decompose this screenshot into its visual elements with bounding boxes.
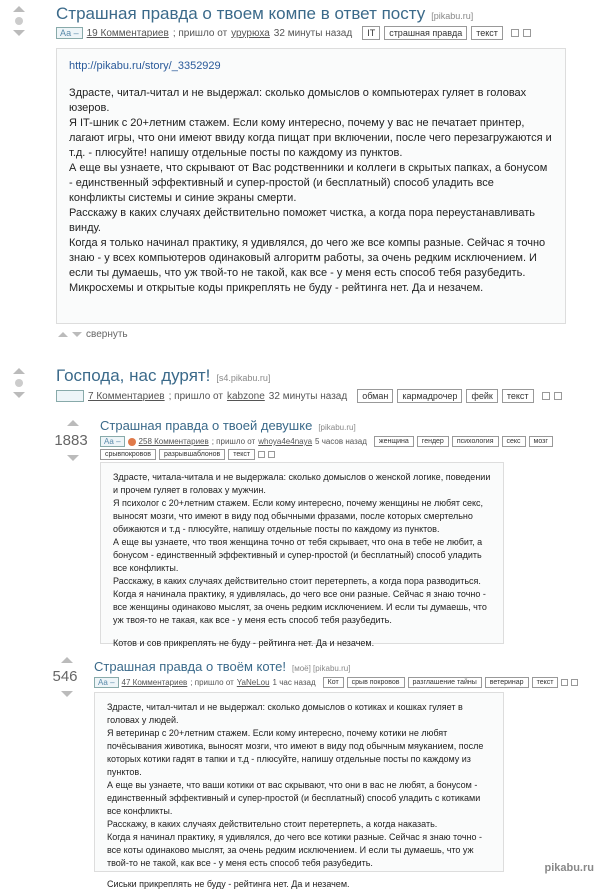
sub2-time: 1 час назад xyxy=(272,678,316,687)
save-icon[interactable] xyxy=(542,392,550,400)
sub1-title-text[interactable]: Страшная правда о твоей девушке xyxy=(100,418,313,433)
sub2-source[interactable]: [моё] [pikabu.ru] xyxy=(291,664,351,673)
tag[interactable]: гендер xyxy=(417,436,449,447)
paragraph: Я ветеринар с 20+летним стажем. Если кому интересно, почему котики не любят почёсывания животика, выносят мозги, что имеют в виду под обычным мяуканием, после которых котики гадят в тапки и т.д - плюсуйте, напишу отдельные посты по каждому из пунктов. xyxy=(107,728,484,777)
tag[interactable]: разрывшаблонов xyxy=(159,449,225,460)
sub2-vote-down xyxy=(56,691,78,697)
tag[interactable]: текст xyxy=(502,389,534,403)
sub1-body xyxy=(100,462,504,648)
collapse-link[interactable]: свернуть xyxy=(86,329,128,340)
paragraph: Я психолог с 20+летним стажем. Если кому интересно, почему женщины не любят секс, выносят мозги, что имеют в виду под обычными фразами, после которых смертельно обижаются и т.д - плюсуйте, напишу отдельные посты по каждому из пунктов. xyxy=(113,498,484,534)
paragraph: Когда я начинал практику, я удивлялся, до чего все котики разные. Сейчас я знаю точно - все коты одинаково мыслят, за очень редким исключением. И если ты думаешь, что уж твой-то не такой, как все - у меня есть способ тебя разубедить. xyxy=(107,832,482,868)
image-icon[interactable] xyxy=(56,390,84,402)
tag[interactable]: кармадрочер xyxy=(397,389,462,403)
downvote-icon[interactable] xyxy=(13,392,25,398)
tag[interactable]: срывпокровов xyxy=(100,449,156,460)
expand-icon[interactable] xyxy=(268,451,275,458)
save-icon[interactable] xyxy=(258,451,265,458)
sub2-author-link[interactable]: YaNeLou xyxy=(236,678,270,687)
paragraph: Котов и сов прикреплять не буду - рейтинга нет. Да и незачем. xyxy=(113,638,375,648)
rating-dot-icon xyxy=(15,17,23,25)
sub2-title[interactable] xyxy=(94,659,350,674)
sub1-comments-link[interactable]: 258 Комментариев xyxy=(138,437,209,446)
tag[interactable]: срыв покровов xyxy=(347,677,405,688)
tag[interactable]: психология xyxy=(452,436,499,447)
post2-source[interactable]: [s4.pikabu.ru] xyxy=(216,373,271,383)
tag[interactable]: фейк xyxy=(466,389,497,403)
paragraph: Расскажу, в каких случаях действительно стоит перетерпеть, а когда пора разводиться. xyxy=(113,576,481,586)
paragraph: Расскажу в каких случаях действительно поможет чистка, а когда пора переустанавливать винду. xyxy=(69,207,535,234)
post2-author-link[interactable]: kabzone xyxy=(226,390,265,402)
tag[interactable]: секс xyxy=(502,436,526,447)
tag[interactable]: IT xyxy=(362,26,380,40)
expand-icon[interactable] xyxy=(571,679,578,686)
sub1-author-link[interactable]: whoya4e4naya xyxy=(258,437,313,446)
sub1-rating: 1883 xyxy=(54,432,88,449)
paragraph: Когда я только начинал практику, я удивлялся, до чего же все компы разные. Сейчас я точно знаю - у всех компьютеров одинаковый алгоритм работы, за очень редким исключением. И если ты думаешь, что уж твой-то не такой, как все - у меня есть способ тебя разубедить. Микросхемы и открытые коды прикреплять не буду - рейтинга нет. Да и незачем. xyxy=(69,237,546,294)
upvote-icon[interactable] xyxy=(13,368,25,374)
downvote-small-icon[interactable] xyxy=(72,332,82,337)
post1-collapse[interactable] xyxy=(58,329,128,340)
post1-comments-link[interactable]: 19 Комментариев xyxy=(86,27,169,39)
post2-title[interactable] xyxy=(56,366,270,386)
downvote-icon[interactable] xyxy=(61,691,73,697)
sub2-rating: 546 xyxy=(52,668,78,685)
sub2-title-text[interactable]: Страшная правда о твоём коте! xyxy=(94,659,286,674)
tag[interactable]: страшная правда xyxy=(384,26,467,40)
font-size-toggle[interactable]: Аа – xyxy=(94,677,119,688)
post1-body xyxy=(56,48,566,324)
paragraph: Здрасте, читал-читал и не выдержал: сколько домыслов о компьютерах гуляет в головах юзеров. xyxy=(69,87,527,114)
paragraph: А еще вы узнаете, что твоя женщина точно от тебя скрывает, что она в тебе не любит, а бонусом - единственный эффективный и супер-простой (и бесплатный) способ уладить все конфликты. xyxy=(113,537,483,573)
post1-came-from: ; пришло от xyxy=(172,27,228,39)
upvote-small-icon[interactable] xyxy=(58,332,68,337)
tag[interactable]: текст xyxy=(228,449,255,460)
rating-icon xyxy=(128,438,136,446)
paragraph: Здрасте, читала-читала и не выдержала: сколько домыслов о женской логике, поведении и прочем гуляет в головах у мужчин. xyxy=(113,472,491,495)
sub1-meta xyxy=(100,436,553,447)
sub2-vote xyxy=(56,657,78,663)
post2-comments-link[interactable]: 7 Комментариев xyxy=(88,390,165,402)
sub1-time: 5 часов назад xyxy=(315,437,367,446)
paragraph-spacer xyxy=(113,627,491,637)
sub1-title[interactable] xyxy=(100,418,356,433)
sub1-vote-down xyxy=(62,455,84,461)
post2-time: 32 минуты назад xyxy=(268,390,348,402)
tag[interactable]: мозг xyxy=(529,436,553,447)
post2-title-text[interactable]: Господа, нас дурят! xyxy=(56,366,211,385)
sub1-source[interactable]: [pikabu.ru] xyxy=(318,423,356,432)
upvote-icon[interactable] xyxy=(13,6,25,12)
paragraph: Я IT-шник с 20+летним стажем. Если кому интересно, почему у вас не печатает принтер, лагают игры, что они имеют ввиду когда пищат при включении, после чего перезагружаются и т.д. - плюсуйте! напишу отдельные посты по каждому из пунктов. xyxy=(69,117,552,159)
downvote-icon[interactable] xyxy=(13,30,25,36)
paragraph: Расскажу, в каких случаях действительно стоит перетерпеть, а когда наказать. xyxy=(107,819,438,829)
tag[interactable]: текст xyxy=(471,26,503,40)
sub2-came-from: ; пришло от xyxy=(190,678,234,687)
post2-meta xyxy=(56,389,562,403)
post2-vote xyxy=(4,368,34,398)
sub1-vote xyxy=(62,420,84,426)
expand-icon[interactable] xyxy=(523,29,531,37)
post1-link[interactable]: http://pikabu.ru/story/_3352929 xyxy=(69,60,221,72)
post1-source[interactable]: [pikabu.ru] xyxy=(431,11,474,21)
tag[interactable]: текст xyxy=(532,677,559,688)
post1-title-text[interactable]: Страшная правда о твоем компе в ответ посту xyxy=(56,4,426,23)
paragraph-spacer xyxy=(107,870,491,878)
tag[interactable]: разглашение тайны xyxy=(408,677,482,688)
post1-title[interactable] xyxy=(56,4,473,24)
post2-came-from: ; пришло от xyxy=(168,390,223,402)
save-icon[interactable] xyxy=(561,679,568,686)
save-icon[interactable] xyxy=(511,29,519,37)
post1-meta xyxy=(56,26,531,40)
post1-author-link[interactable]: урурюха xyxy=(231,27,270,39)
paragraph: А еще вы узнаете, что скрывают от Вас родственники и коллеги в скрытых папках, а бонусом - единственный эффективный и супер-простой (и бесплатный) способ уладить все конфликты системы и синие экраны смерти. xyxy=(69,162,548,204)
tag[interactable]: Кот xyxy=(323,677,344,688)
watermark: pikabu.ru xyxy=(544,862,594,874)
post1-vote xyxy=(4,6,34,36)
sub1-came-from: ; пришло от xyxy=(211,437,256,446)
upvote-icon[interactable] xyxy=(67,420,79,426)
paragraph: Сиськи прикреплять не буду - рейтинга нет. Да и незачем. xyxy=(107,879,350,889)
paragraph: А еще вы узнаете, что ваши котики от вас скрывают, что они в вас не любят, а бонусом - единственный эффективный и супер-простой (и бесплатный) способ уладить с котиками все конфликты. xyxy=(107,780,481,816)
font-size-toggle[interactable]: Аа – xyxy=(56,27,83,39)
tag[interactable]: обман xyxy=(357,389,393,403)
sub2-body xyxy=(94,692,504,889)
tag[interactable]: ветеринар xyxy=(485,677,529,688)
font-size-toggle[interactable]: Аа – xyxy=(100,436,125,447)
sub2-comments-link[interactable]: 47 Комментариев xyxy=(121,678,188,687)
expand-icon[interactable] xyxy=(554,392,562,400)
sub2-meta xyxy=(94,677,578,688)
rating-dot-icon xyxy=(15,379,23,387)
paragraph: Здрасте, читал-читал и не выдержал: сколько домыслов о котиках и кошках гуляет в головах у людей. xyxy=(107,702,463,725)
sub1-meta-2 xyxy=(100,449,275,460)
downvote-icon[interactable] xyxy=(67,455,79,461)
paragraph: Когда я начинала практику, я удивлялась, до чего все они разные. Сейчас я знаю точно - все женщины одинаково мыслят, за очень редким исключением. И если ты думаешь, что уж твоя-то не такая, как все - у меня есть способ тебя разубедить. xyxy=(113,589,487,625)
tag[interactable]: женщина xyxy=(374,436,414,447)
post1-time: 32 минуты назад xyxy=(273,27,353,39)
upvote-icon[interactable] xyxy=(61,657,73,663)
